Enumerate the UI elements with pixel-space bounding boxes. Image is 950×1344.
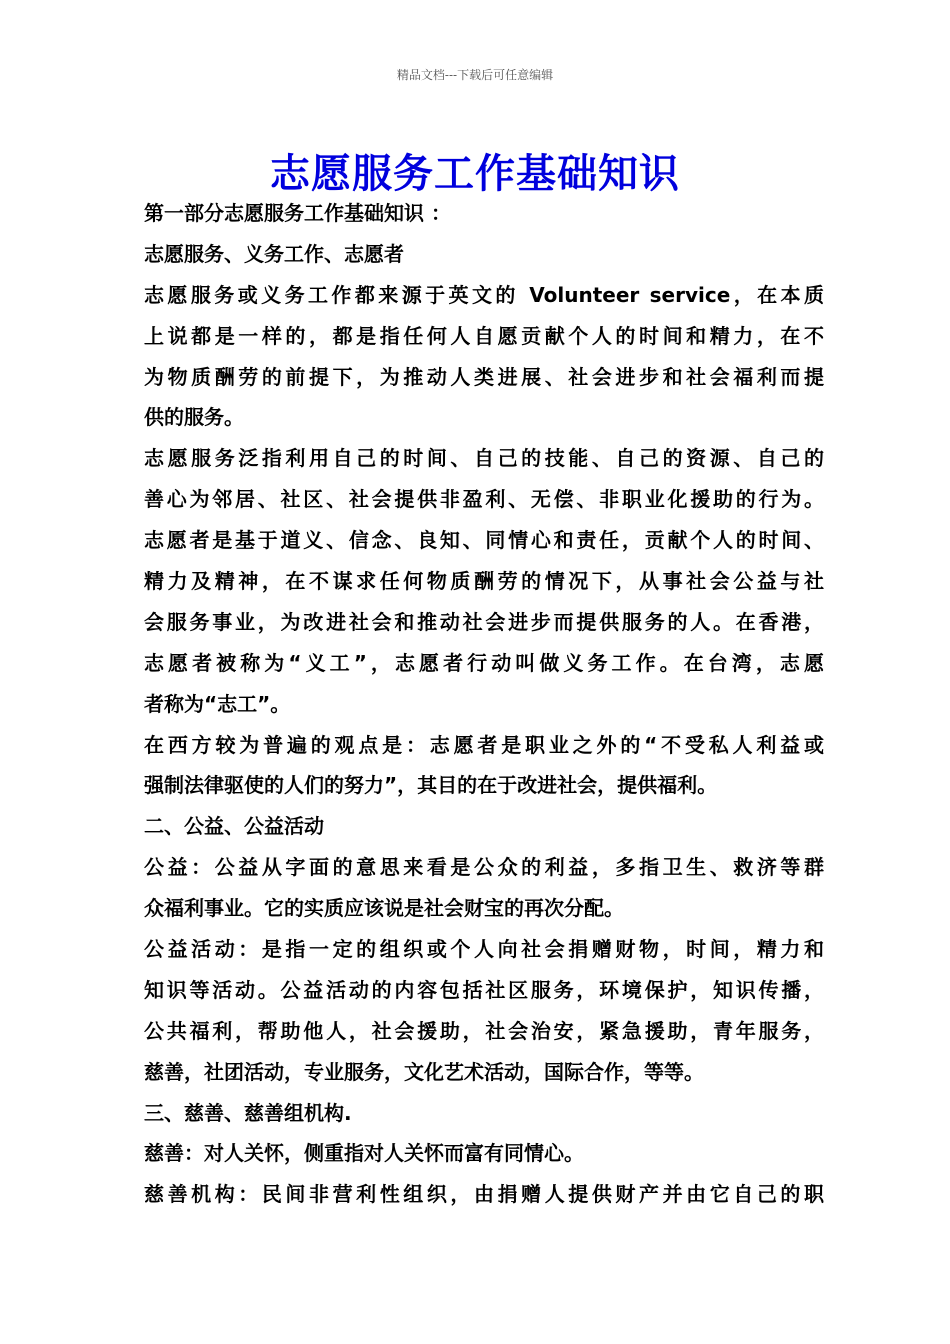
paragraph-line: 者称为“志工”。 xyxy=(144,691,291,716)
paragraph-line: 供的服务。 xyxy=(144,405,244,430)
paragraph-line: 强制法律驱使的人们的努力”，其目的在于改进社会，提供福利。 xyxy=(144,773,718,798)
paragraph-line: 为物质酬劳的前提下，为推动人类进展、社会进步和社会福利而提 xyxy=(144,364,824,389)
paragraph-line: 众福利事业。它的实质应该说是社会财宝的再次分配。 xyxy=(144,896,624,921)
paragraph-line: 慈善：对人关怀，侧重指对人关怀而富有同情心。 xyxy=(144,1141,584,1166)
section-heading-public-welfare: 二、公益、公益活动 xyxy=(144,814,324,839)
page-header: 精品文档---下载后可任意编辑 xyxy=(396,68,554,82)
paragraph-line: 公益活动：是指一定的组织或个人向社会捐赠财物，时间，精力和 xyxy=(144,937,824,962)
paragraph-line: 慈善机构：民间非营利性组织，由捐赠人提供财产并由它自己的职 xyxy=(144,1182,824,1207)
paragraph-line: 志愿服务泛指利用自己的时间、自己的技能、自己的资源、自己的 xyxy=(144,446,824,471)
section-heading-part-one: 第一部分志愿服务工作基础知识 ： xyxy=(144,201,451,225)
subheading-volunteer-service: 志愿服务、义务工作、志愿者 xyxy=(144,241,404,266)
paragraph-line: 精力及精神，在不谋求任何物质酬劳的情况下，从事社会公益与社 xyxy=(144,569,824,594)
paragraph-line: 志愿者被称为“义工”，志愿者行动叫做义务工作。在台湾，志愿 xyxy=(144,650,824,675)
document-title: 志愿服务工作基础知识 xyxy=(270,150,680,197)
paragraph-line: 慈善，社团活动，专业服务，文化艺术活动，国际合作，等等。 xyxy=(144,1059,704,1084)
paragraph-line: 公共福利，帮助他人，社会援助，社会治安，紧急援助，青年服务， xyxy=(144,1018,824,1043)
paragraph-line: 志愿服务或义务工作都来源于英文的 Volunteer service，在本质 xyxy=(144,282,824,307)
paragraph-line: 公益：公益从字面的意思来看是公众的利益，多指卫生、救济等群 xyxy=(144,855,824,880)
document-body xyxy=(144,193,824,1215)
paragraph-line: 知识等活动。公益活动的内容包括社区服务，环境保护，知识传播， xyxy=(144,977,824,1002)
paragraph-line: 善心为邻居、社区、社会提供非盈利、无偿、非职业化援助的行为。 xyxy=(144,487,824,512)
paragraph-line: 会服务事业，为改进社会和推动社会进步而提供服务的人。在香港， xyxy=(144,609,824,634)
paragraph-line: 在西方较为普遍的观点是：志愿者是职业之外的“不受私人利益或 xyxy=(144,732,824,757)
section-heading-charity: 三、慈善、慈善组机构. xyxy=(144,1100,352,1125)
paragraph-line: 志愿者是基于道义、信念、良知、同情心和责任，贡献个人的时间、 xyxy=(144,528,824,553)
paragraph-line: 上说都是一样的，都是指任何人自愿贡献个人的时间和精力，在不 xyxy=(144,323,824,348)
